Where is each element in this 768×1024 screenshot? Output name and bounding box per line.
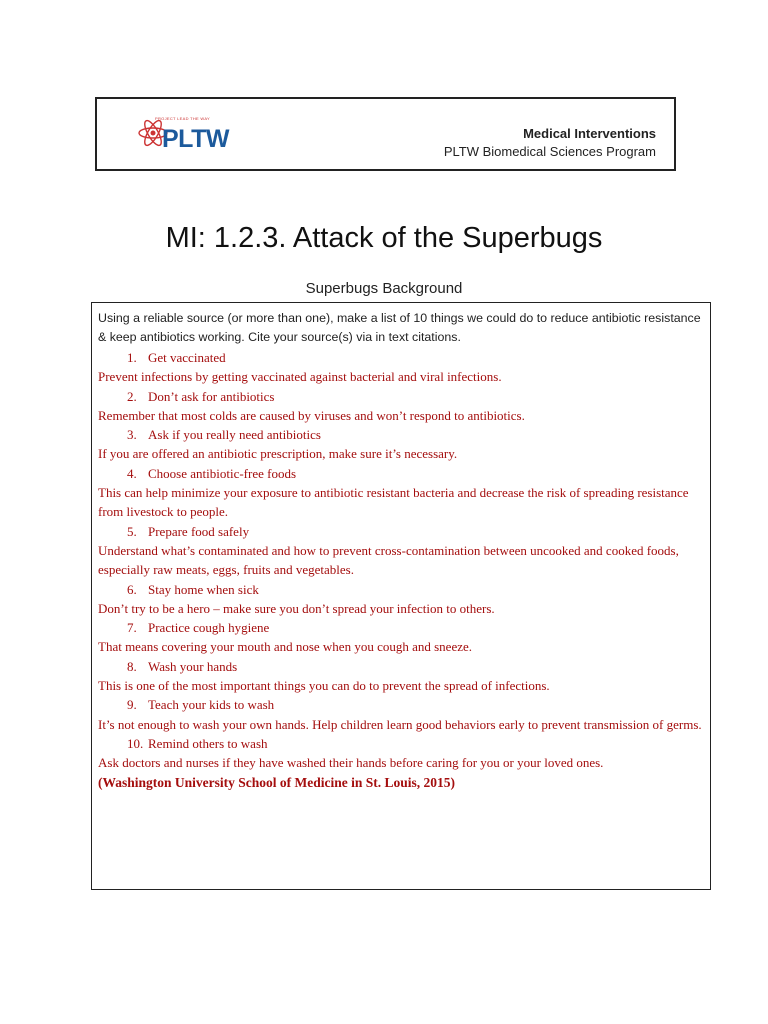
list-item-title xyxy=(98,522,704,541)
list-item-description: This is one of the most important things you can do to prevent the spread of infections. xyxy=(98,678,550,694)
list-item-number: 3. xyxy=(127,427,137,443)
list-item-label: Teach your kids to wash xyxy=(148,697,275,713)
list-item-title xyxy=(98,657,704,676)
list-item-number: 4. xyxy=(127,465,137,481)
list-item-description: Don’t try to be a hero – make sure you don’t spread your infection to others. xyxy=(98,600,495,616)
list-item-title xyxy=(98,734,704,753)
list-item-description: This can help minimize your exposure to antibiotic resistant bacteria and decrease the risk of spreading resistance from livestock to people. xyxy=(98,485,689,520)
program-subtitle: PLTW Biomedical Sciences Program xyxy=(443,144,656,159)
list-item-description: It’s not enough to wash your own hands. Help children learn good behaviors early to prevent transmission of germs. xyxy=(98,716,702,732)
list-item-title xyxy=(98,464,704,483)
list-item-label: Prepare food safely xyxy=(148,523,250,539)
list-item-description: That means covering your mouth and nose when you cough and sneeze. xyxy=(98,639,473,655)
citation: (Washington University School of Medicine in St. Louis, 2015) xyxy=(98,774,456,790)
list-item-number: 2. xyxy=(127,388,137,404)
list-item-label: Wash your hands xyxy=(148,658,238,674)
list-item-title xyxy=(98,387,704,406)
list-item-description: Prevent infections by getting vaccinated against bacterial and viral infections. xyxy=(98,369,502,385)
list-item-description: If you are offered an antibiotic prescription, make sure it’s necessary. xyxy=(98,446,458,462)
answer-box xyxy=(91,302,711,890)
logo-tagline: PROJECT LEAD THE WAY xyxy=(155,116,210,121)
list-item-number: 10. xyxy=(127,735,144,751)
list-item-number: 8. xyxy=(127,658,137,674)
program-title: Medical Interventions xyxy=(523,126,656,141)
pltw-logo xyxy=(137,115,247,155)
logo-text: PLTW xyxy=(162,125,229,153)
list-item-number: 1. xyxy=(127,350,137,365)
list-item-title xyxy=(98,425,704,444)
list-item-number: 9. xyxy=(127,697,137,713)
list-item-number: 7. xyxy=(127,620,137,636)
list-item-description: Remember that most colds are caused by viruses and won’t respond to antibiotics. xyxy=(98,407,525,423)
list-item-label: Get vaccinated xyxy=(148,350,226,365)
list-item-label: Don’t ask for antibiotics xyxy=(148,388,275,404)
list-item-title xyxy=(98,618,704,637)
list-item-number: 6. xyxy=(127,581,137,597)
list-item-label: Remind others to wash xyxy=(148,735,268,751)
list-item-title xyxy=(98,695,704,714)
prompt-text: Using a reliable source (or more than one), make a list of 10 things we could do to reduce antibiotic resistance & keep antibiotics working. Cite your source(s) via in text citations. xyxy=(98,311,701,344)
header-banner xyxy=(95,97,676,171)
list-item-title xyxy=(98,580,704,599)
answer-list xyxy=(98,348,704,773)
section-heading: Superbugs Background xyxy=(305,280,463,297)
list-item-label: Stay home when sick xyxy=(148,581,259,597)
list-item-number: 5. xyxy=(127,523,137,539)
list-item-label: Practice cough hygiene xyxy=(148,620,270,636)
list-item-title xyxy=(98,348,704,367)
list-item-description: Ask doctors and nurses if they have washed their hands before caring for you or your loved ones. xyxy=(98,755,604,771)
list-item-label: Choose antibiotic-free foods xyxy=(148,465,297,481)
list-item-label: Ask if you really need antibiotics xyxy=(148,427,321,443)
page-title: MI: 1.2.3. Attack of the Superbugs xyxy=(165,222,603,254)
list-item-description: Understand what’s contaminated and how to prevent cross-contamination between uncooked and cooked foods, especially raw meats, eggs, fruits and vegetables. xyxy=(98,542,679,578)
